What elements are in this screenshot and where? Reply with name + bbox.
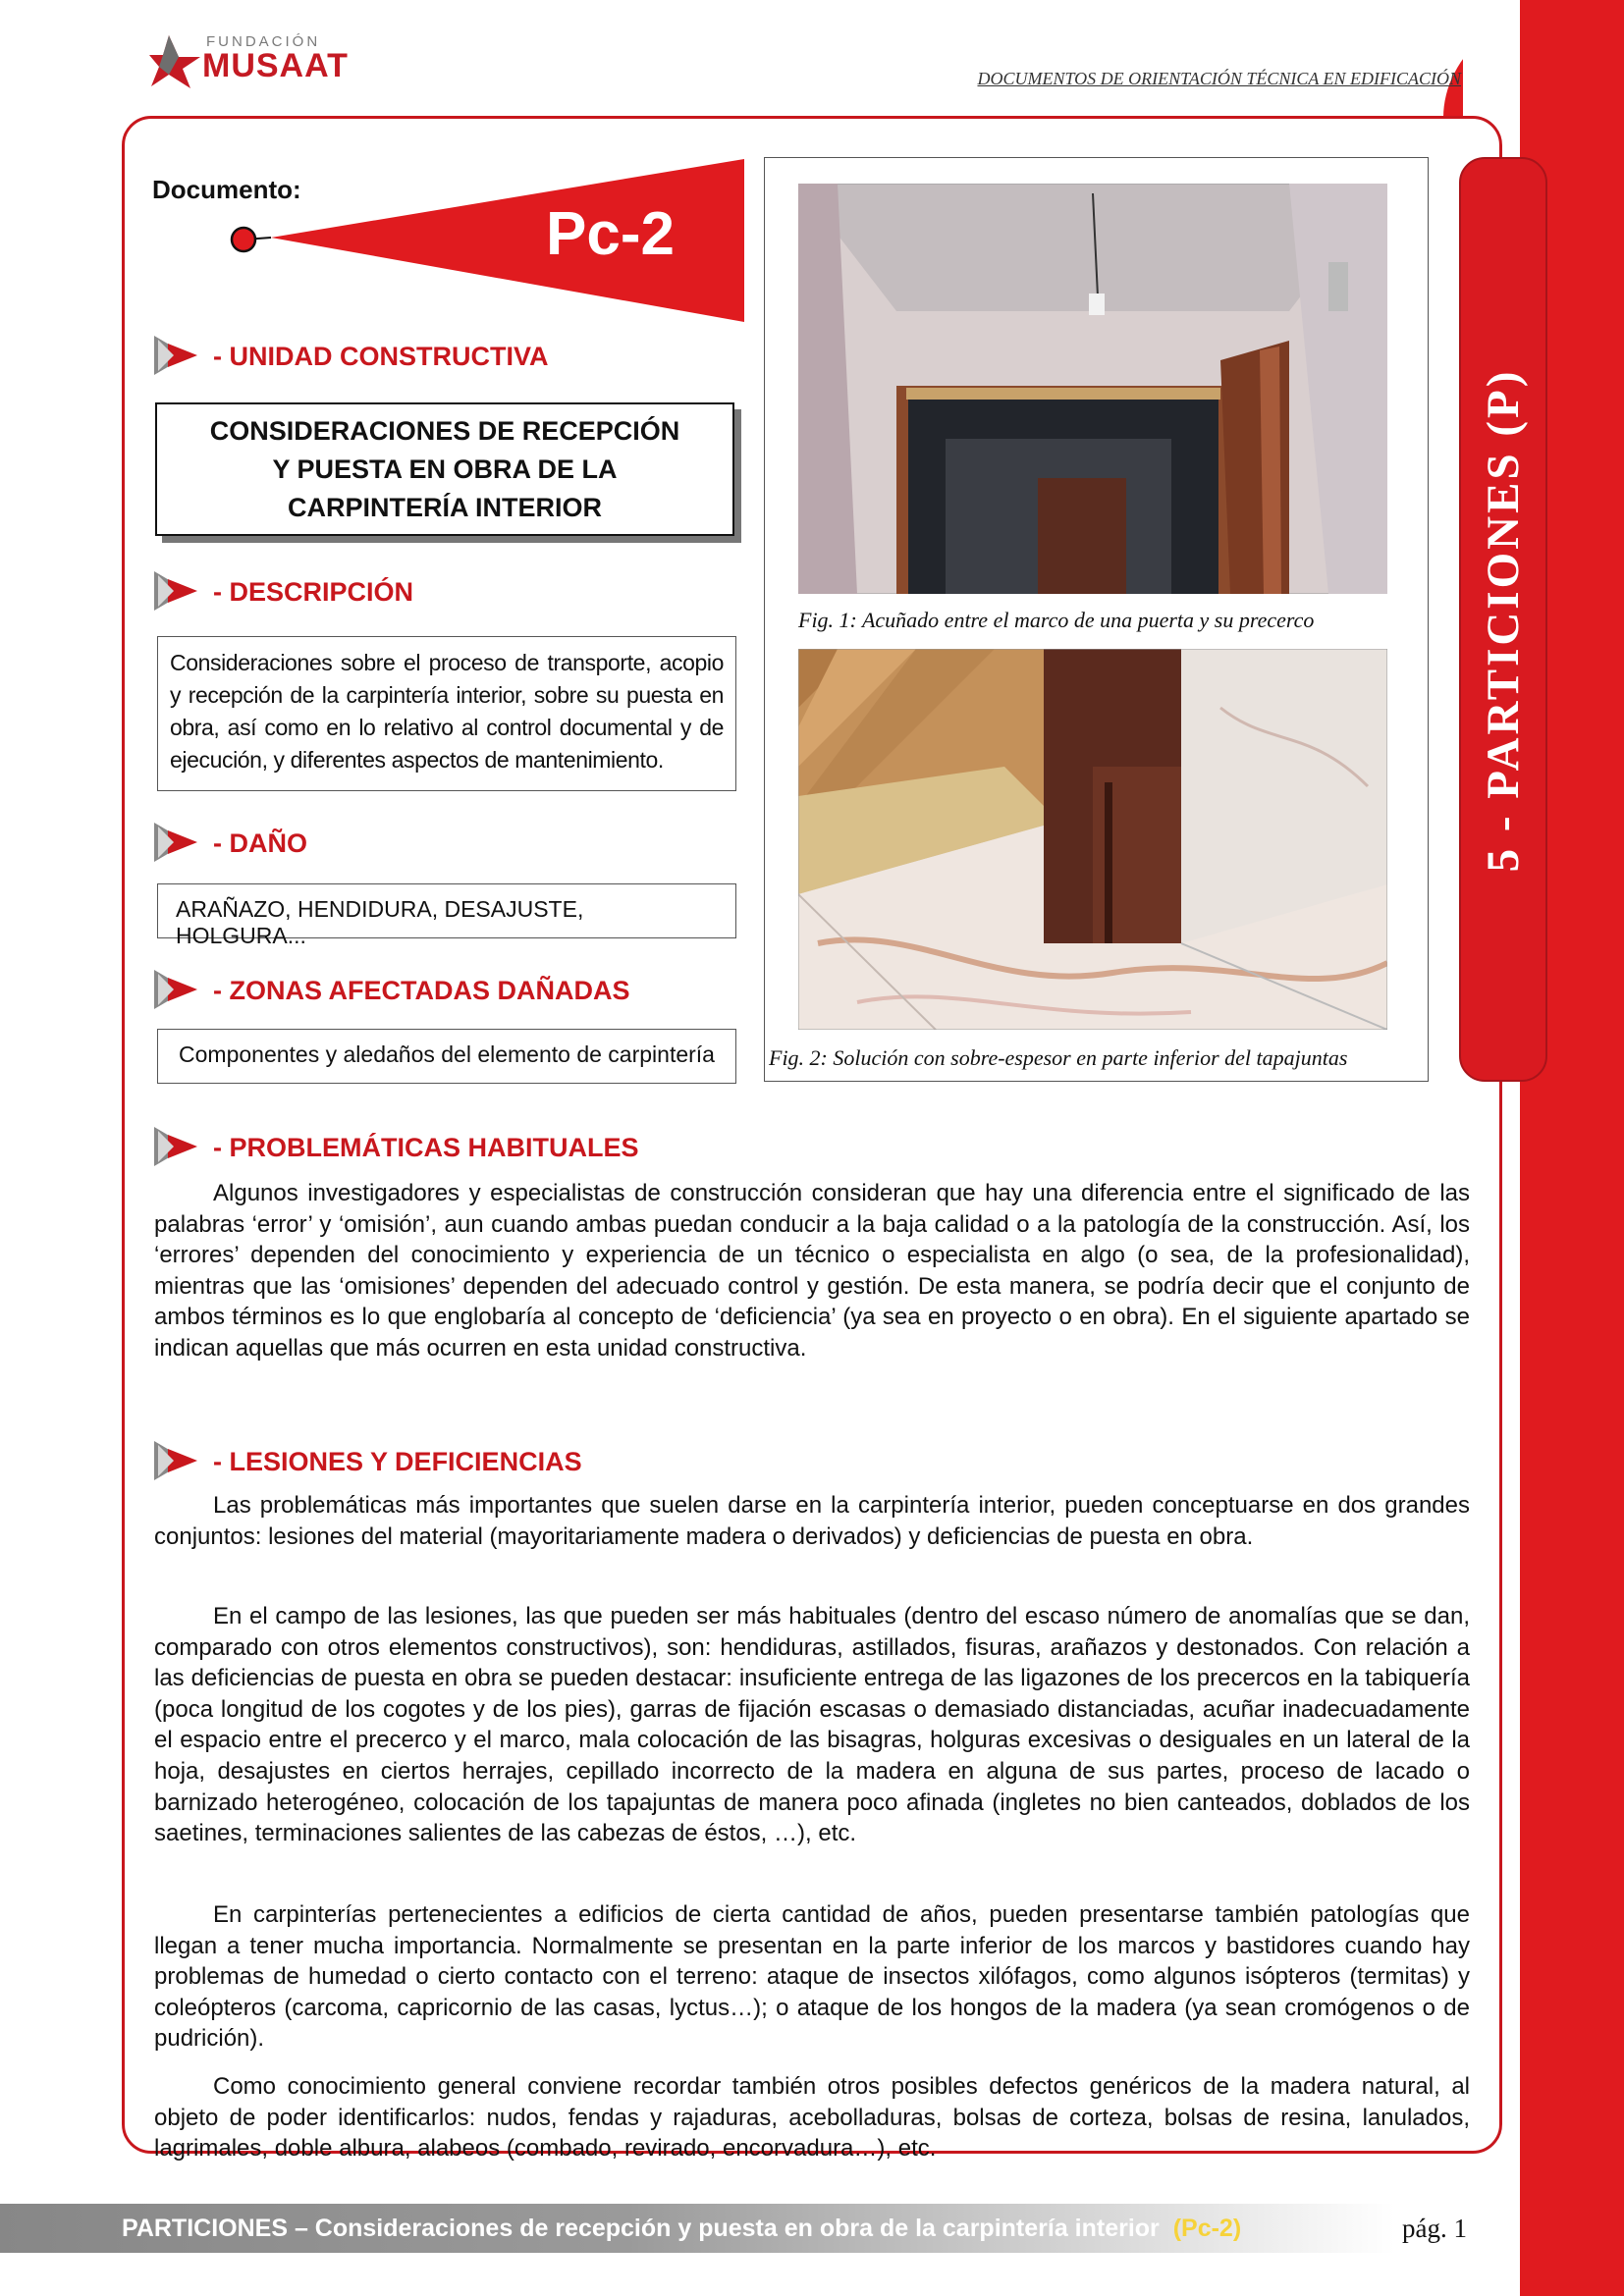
section-title: - UNIDAD CONSTRUCTIVA <box>213 342 549 371</box>
section-arrow-icon <box>154 823 203 862</box>
footer-title <box>122 2215 1241 2243</box>
section-title: - LESIONES Y DEFICIENCIAS <box>213 1447 582 1476</box>
header-title: DOCUMENTOS DE ORIENTACIÓN TÉCNICA EN EDIFICACIÓN <box>977 69 1461 88</box>
footer-code: (Pc-2) <box>1172 2215 1242 2242</box>
damage-text: ARAÑAZO, HENDIDURA, DESAJUSTE, HOLGURA... <box>157 883 736 938</box>
photo-panel <box>764 157 1429 1082</box>
musaat-logo <box>149 29 355 98</box>
figure-1-caption: Fig. 1: Acuñado entre el marco de una puerta y su precerco <box>798 608 1315 632</box>
unit-title-box <box>155 402 734 536</box>
affected-zones-text: Componentes y aledaños del elemento de carpintería <box>157 1029 736 1084</box>
logo-top-text: FUNDACIÓN <box>206 33 321 50</box>
lesiones-paragraph: En el campo de las lesiones, las que pueden ser más habituales (dentro del escaso número de anomalías que se dan, comparado con otros elementos constructivos), son: hendiduras, astillados, fisuras, arañazos y destonados. Con relación a las deficiencias de puesta en obra se pueden destacar: insuficiente entrega de las ligazones de los precercos en la tabiquería (poca longitud de los cogotes y de los pies), garras de fijación escasas o demasiado distanciadas, acuñar inadecuadamente el espacio entre el precerco y el marco, mala colocación de las bisagras, holguras excesivas o desiguales en un lateral de la hoja, desajustes en ciertos herrajes, cepillado incorrecto de la madera en alguna de sus partes, proceso de lacado o barnizado heterogéneo, colocación de los tapajuntas de manera poco afinada (ingletes no bien canteados, doblados de los saetines, terminaciones salientes de las cabezas de éstos, …), etc. <box>154 1603 1470 1847</box>
section-arrow-icon <box>154 1441 203 1480</box>
section-arrow-icon <box>154 336 203 375</box>
problematicas-paragraph: Algunos investigadores y especialistas de construcción consideran que hay una diferencia entre el significado de las palabras ‘error’ y ‘omisión’, aun cuando ambas puedan conducir a la baja calidad o a la patología de la construcción. Así, los ‘errores’ dependen del conocimiento y experiencia de un técnico o especialista en algo (o sea, de la profesionalidad), mientras que las ‘omisiones’ dependen del adecuado control y gestión. De esta manera, se podría decir que el conjunto de ambos términos es lo que englobaría al concepto de ‘deficiencia’ (ya sea en proyecto o en obra). En el siguiente apartado se indican aquellas que más ocurren en esta unidad constructiva. <box>154 1180 1470 1362</box>
section-arrow-icon <box>154 1127 203 1166</box>
description-text: Consideraciones sobre el proceso de transporte, acopio y recepción de la carpintería interior, sobre su puesta en obra, así como en lo relativo al control documental y de ejecución, y diferentes aspectos de mantenimiento. <box>157 636 736 791</box>
unit-title-line: Y PUESTA EN OBRA DE LA <box>272 454 618 484</box>
document-label: Documento: <box>152 175 301 204</box>
section-title: - PROBLEMÁTICAS HABITUALES <box>213 1133 639 1162</box>
unit-title-line: CONSIDERACIONES DE RECEPCIÓN <box>209 415 680 446</box>
section-title: - DESCRIPCIÓN <box>213 577 414 607</box>
figure-2-photo <box>798 649 1387 1030</box>
lesiones-paragraph: Como conocimiento general conviene recordar también otros posibles defectos genéricos de la madera natural, al objeto de poder identificarlos: nudos, fendas y rajaduras, acebolladuras, bolsas de corteza, bolsas de resina, lanulados, lagrimales, doble albura, alabeos (combado, revirado, encorvadura…), etc. <box>154 2073 1470 2163</box>
section-arrow-icon <box>154 970 203 1009</box>
lesiones-paragraph: Las problemáticas más importantes que suelen darse en la carpintería interior, pueden conceptuarse en dos grandes conjuntos: lesiones del material (mayoritariamente madera o derivados) y deficiencias de puesta en obra. <box>154 1492 1470 1550</box>
document-code: Pc-2 <box>546 200 675 268</box>
page-number: pág. 1 <box>1402 2214 1467 2243</box>
figure-2-caption: Fig. 2: Solución con sobre-espesor en parte inferior del tapajuntas <box>769 1045 1348 1070</box>
section-arrow-icon <box>154 571 203 611</box>
section-title: - DAÑO <box>213 828 307 858</box>
logo-main-text: MUSAAT <box>202 47 349 84</box>
logo-star-icon <box>149 33 202 88</box>
chapter-side-tab-label: 5 - PARTICIONES (P) <box>1478 368 1529 873</box>
unit-title-line: CARPINTERÍA INTERIOR <box>287 492 602 522</box>
section-title: - ZONAS AFECTADAS DAÑADAS <box>213 976 630 1005</box>
footer-title-text: PARTICIONES – Consideraciones de recepción y puesta en obra de la carpintería interior <box>122 2215 1160 2242</box>
figure-1-photo <box>798 184 1387 594</box>
lesiones-paragraph: En carpinterías pertenecientes a edificios de cierta cantidad de años, pueden presentarse también patologías que llegan a tener mucha importancia. Normalmente se presentan en la parte inferior de los marcos y bastidores cuando hay problemas de humedad o cierto contacto con el terreno: ataque de insectos xilófagos, como algunos isópteros (termitas) y coleópteros (carcoma, capricornio de las casas, lyctus…); o ataque de los hongos de la madera (ya sean cromógenos o de pudrición). <box>154 1901 1470 2053</box>
